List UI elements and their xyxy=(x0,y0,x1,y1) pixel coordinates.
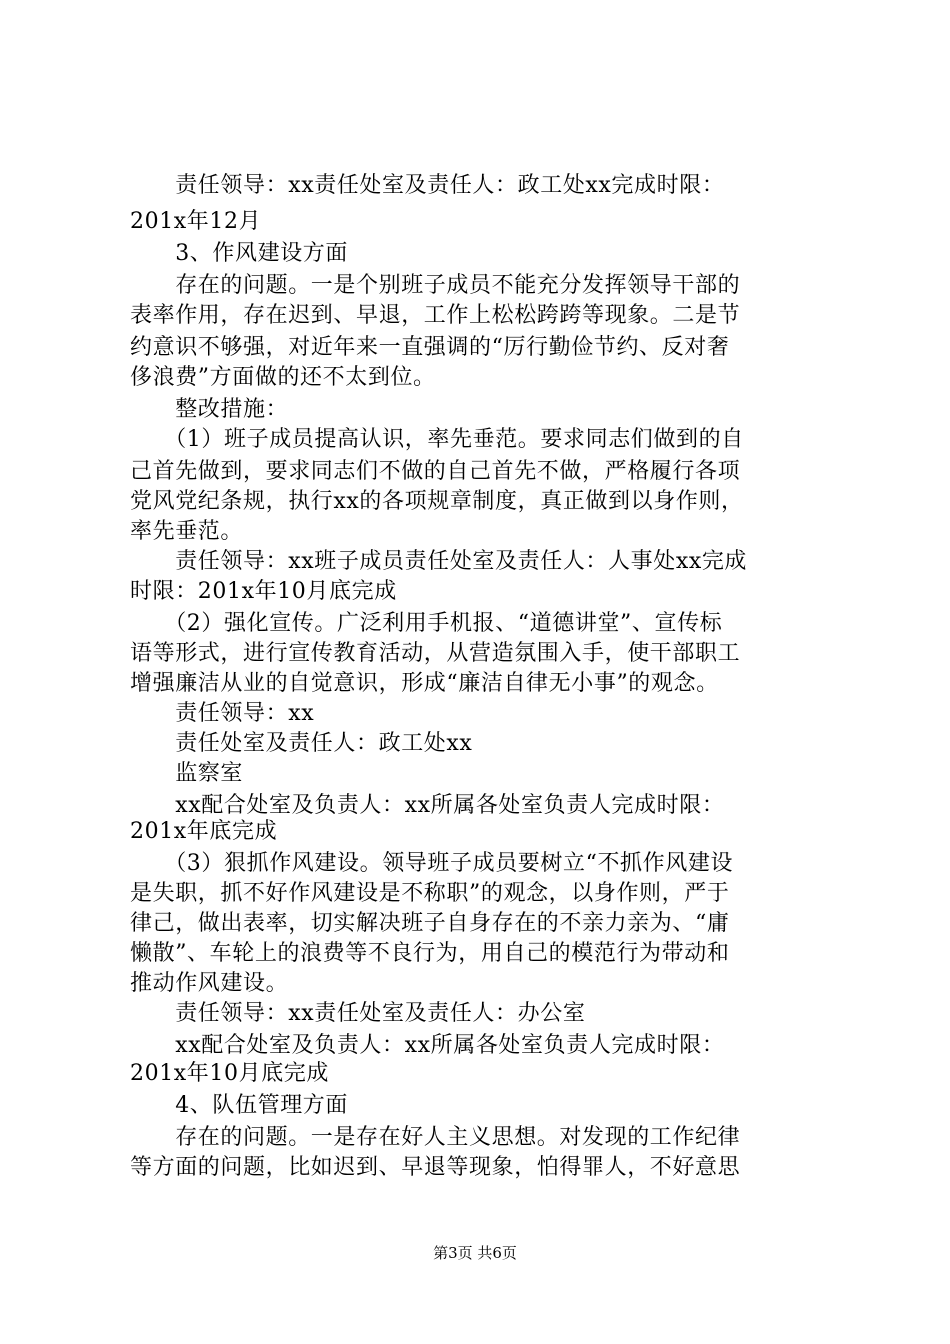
body-line: 责任领导：xx责任处室及责任人：政工处xx完成时限： xyxy=(130,173,725,198)
body-line: 责任领导：xx xyxy=(130,701,315,726)
body-line: 201x年12月 xyxy=(130,209,262,234)
body-line: 201x年10月底完成 xyxy=(130,1061,329,1086)
body-line: 责任领导：xx班子成员责任处室及责任人：人事处xx完成 xyxy=(130,549,748,574)
page-number-footer: 第3页 共6页 xyxy=(433,1244,517,1262)
body-line: 律己，做出表率，切实解决班子自身存在的不亲力亲为、“庸 xyxy=(130,911,730,936)
body-line: 增强廉洁从业的自觉意识，形成“廉洁自律无小事”的观念。 xyxy=(130,671,719,696)
body-line: 责任领导：xx责任处室及责任人：办公室 xyxy=(130,1001,586,1026)
body-line: xx配合处室及负责人：xx所属各处室负责人完成时限： xyxy=(130,793,725,818)
body-line: （3）狠抓作风建设。领导班子成员要树立“不抓作风建设 xyxy=(130,851,734,876)
body-line: 监察室 xyxy=(130,761,244,786)
body-line: 等方面的问题，比如迟到、早退等现象，怕得罪人，不好意思 xyxy=(130,1155,741,1180)
body-line: （2）强化宣传。广泛利用手机报、“道德讲堂”、宣传标 xyxy=(130,611,723,636)
body-line: 时限：201x年10月底完成 xyxy=(130,579,397,604)
body-line: 率先垂范。 xyxy=(130,519,244,544)
body-line: xx配合处室及负责人：xx所属各处室负责人完成时限： xyxy=(130,1033,725,1058)
body-line: 201x年底完成 xyxy=(130,819,278,844)
body-line: 推动作风建设。 xyxy=(130,971,289,996)
body-line: 是失职，抓不好作风建设是不称职”的观念，以身作则，严于 xyxy=(130,881,730,906)
body-line: 约意识不够强，对近年来一直强调的“厉行勤俭节约、反对奢 xyxy=(130,335,730,360)
body-line: 侈浪费”方面做的还不太到位。 xyxy=(130,365,436,390)
section-heading: 3、作风建设方面 xyxy=(130,241,348,266)
body-line: 责任处室及责任人：政工处xx xyxy=(130,731,473,756)
body-line: 存在的问题。一是个别班子成员不能充分发挥领导干部的 xyxy=(130,273,741,298)
body-line: 党风党纪条规，执行xx的各项规章制度，真正做到以身作则， xyxy=(130,489,744,514)
body-line: （1）班子成员提高认识，率先垂范。要求同志们做到的自 xyxy=(130,427,744,452)
section-heading: 4、队伍管理方面 xyxy=(130,1093,348,1118)
body-line: 懒散”、车轮上的浪费等不良行为，用自己的模范行为带动和 xyxy=(130,941,730,966)
body-line: 语等形式，进行宣传教育活动，从营造氛围入手，使干部职工 xyxy=(130,641,741,666)
body-line: 表率作用，存在迟到、早退，工作上松松跨跨等现象。二是节 xyxy=(130,303,741,328)
body-line: 整改措施： xyxy=(130,397,289,422)
body-line: 存在的问题。一是存在好人主义思想。对发现的工作纪律 xyxy=(130,1125,741,1150)
body-line: 己首先做到，要求同志们不做的自己首先不做，严格履行各项 xyxy=(130,459,741,484)
